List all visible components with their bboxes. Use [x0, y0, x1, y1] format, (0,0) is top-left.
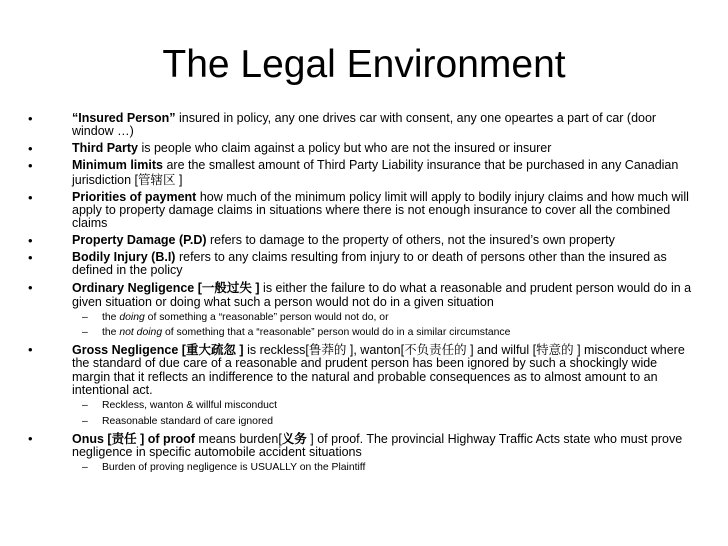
term: Onus [责任 ] of proof	[72, 430, 195, 446]
chinese-gloss: 鲁莽的	[308, 342, 347, 358]
term: Minimum limits	[72, 158, 163, 173]
sub-list	[72, 462, 694, 474]
bullet-icon: •	[28, 280, 33, 296]
bullet-icon: •	[28, 111, 33, 126]
emphasis: not doing	[119, 327, 163, 339]
definition: is people who claim against a policy but who are not the insured or insurer	[138, 141, 552, 156]
dash-icon: –	[82, 415, 88, 427]
dash-icon: –	[82, 400, 88, 412]
definition: is either the failure to do what a reasonable and prudent person would do in a given situation or doing what such a person would not do in a given situation	[72, 281, 692, 309]
term: Priorities of payment	[72, 189, 197, 204]
bullet-gross-negligence: • Gross Negligence [重大疏忽 ] is reckless[鲁莽的 ], wanton[不负责任的 ] and wilful [特意的 ] misconduct where the standard of due care of a reasonable and prudent person has been ignored by such a shockingly wide margin that it reflects an indifference to the natural and probable consequences as to almost amount to an intentional act. – Reckless, wanton & willful misconduct – Reasonable standard of care ignored	[24, 343, 694, 428]
definition: insured in policy, any one drives car with consent, any one opeartes a part of car (door window …)	[72, 111, 657, 139]
dash-icon: –	[82, 311, 88, 323]
chinese-gloss: 特意的	[536, 342, 574, 358]
sub-item: – Reckless, wanton & willful misconduct	[82, 400, 277, 412]
chinese-gloss: 管辖区	[138, 171, 176, 187]
dash-icon: –	[82, 462, 88, 474]
chinese-gloss: 义务	[281, 430, 307, 446]
definition: how much of the minimum policy limit will apply to bodily injury claims and how much will apply to property damage claims in situations where there is not enough insurance to cover all the combined claims	[72, 189, 689, 231]
bullet-icon: •	[28, 189, 33, 205]
dash-icon: –	[82, 327, 88, 339]
term: Third Party	[72, 141, 138, 156]
bullet-icon: •	[28, 250, 33, 266]
term: Gross Negligence [重大疏忽 ]	[72, 342, 244, 358]
sub-list	[72, 400, 694, 428]
chinese-gloss: 不负责任的	[404, 342, 467, 358]
chinese-term: 一般过失	[201, 280, 252, 296]
definition-tail: ]	[175, 172, 183, 187]
bullet-insured-person	[24, 112, 694, 139]
term: Property Damage (P.D)	[72, 233, 207, 248]
bullet-minimum-limits	[24, 159, 694, 187]
bullet-third-party	[24, 142, 694, 155]
bullet-property-damage	[24, 234, 694, 247]
bullet-icon: •	[28, 141, 33, 157]
bullet-bodily-injury	[24, 251, 694, 278]
bullet-onus-of-proof: • Onus [责任 ] of proof means burden[义务 ] of proof. The provincial Highway Traffic Acts state who must prove negligence in specific automobile accident situations – Burden of proving negligence is USUALLY on the Plaintiff	[24, 432, 694, 475]
emphasis: doing	[119, 311, 145, 323]
chinese-term: 重大疏忽	[185, 342, 236, 358]
sub-list	[72, 312, 694, 340]
bullet-list	[24, 112, 694, 478]
sub-item: – the not doing of something that a “reasonable” person would do in a similar circumstance	[82, 327, 511, 339]
bullet-icon: •	[28, 342, 33, 358]
term: Ordinary Negligence [一般过失 ]	[72, 280, 260, 296]
definition: are the smallest amount of Third Party Liability insurance that be purchased in any Canadian jurisdiction [	[72, 158, 679, 187]
sub-item: – the doing of something a “reasonable” person would not do, or	[82, 311, 389, 323]
chinese-term: 责任	[111, 430, 137, 446]
definition: refers to damage to the property of others, not the insured’s own property	[206, 233, 615, 248]
bullet-ordinary-negligence	[24, 281, 694, 339]
bullet-icon: •	[28, 233, 33, 249]
bullet-priorities-of-payment	[24, 191, 694, 231]
bullet-icon: •	[28, 430, 33, 446]
bullet-icon: •	[28, 158, 33, 174]
term: “Insured Person”	[72, 111, 176, 125]
sub-item: – Burden of proving negligence is USUALLY on the Plaintiff	[82, 462, 366, 474]
definition: refers to any claims resulting from injury to or death of persons other than the insured as defined in the policy	[72, 250, 667, 278]
slide-title: The Legal Environment	[162, 43, 566, 86]
term: Bodily Injury (B.I)	[72, 250, 176, 265]
sub-item: – Reasonable standard of care ignored	[82, 415, 273, 427]
